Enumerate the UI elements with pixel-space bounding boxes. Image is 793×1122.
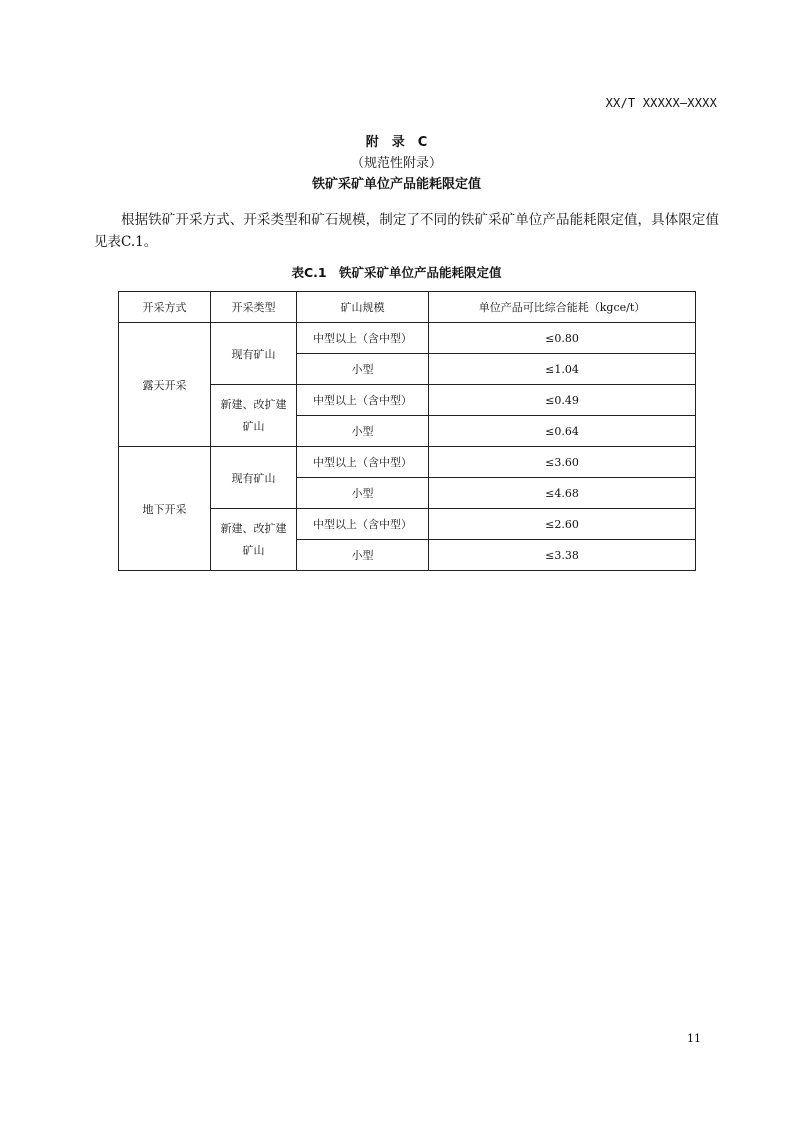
header-energy: 单位产品可比综合能耗（kgce/t） <box>429 292 696 323</box>
table-row <box>119 447 696 478</box>
body-paragraph: 根据铁矿开采方式、开采类型和矿石规模，制定了不同的铁矿采矿单位产品能耗限定值，具体限定值见表C.1。 <box>94 212 719 250</box>
scale-cell: 小型 <box>297 540 429 571</box>
table-header-row <box>119 292 696 323</box>
scale-cell: 小型 <box>297 478 429 509</box>
standard-code: XX/T XXXXX—XXXX <box>605 96 717 110</box>
annex-title: 附 录 C <box>365 135 428 150</box>
energy-limit-table <box>118 291 696 571</box>
annex-name: 铁矿采矿单位产品能耗限定值 <box>311 177 481 192</box>
scale-cell: 小型 <box>297 354 429 385</box>
header-type: 开采类型 <box>211 292 297 323</box>
scale-cell: 中型以上（含中型） <box>297 385 429 416</box>
scale-cell: 中型以上（含中型） <box>297 447 429 478</box>
table-row <box>119 323 696 354</box>
value-cell: ≤1.04 <box>429 354 696 385</box>
method-cell: 露天开采 <box>119 323 211 447</box>
type-cell: 现有矿山 <box>211 447 297 509</box>
type-cell: 新建、改扩建矿山 <box>211 385 297 447</box>
value-cell: ≤0.64 <box>429 416 696 447</box>
type-cell: 现有矿山 <box>211 323 297 385</box>
table-caption: 表C.1 铁矿采矿单位产品能耗限定值 <box>291 265 502 280</box>
type-cell: 新建、改扩建矿山 <box>211 509 297 571</box>
header-scale: 矿山规模 <box>297 292 429 323</box>
page-number: 11 <box>687 1032 701 1045</box>
scale-cell: 中型以上（含中型） <box>297 509 429 540</box>
value-cell: ≤0.49 <box>429 385 696 416</box>
scale-cell: 中型以上（含中型） <box>297 323 429 354</box>
value-cell: ≤3.60 <box>429 447 696 478</box>
annex-type: （规范性附录） <box>350 156 442 171</box>
value-cell: ≤3.38 <box>429 540 696 571</box>
header-method: 开采方式 <box>119 292 211 323</box>
value-cell: ≤0.80 <box>429 323 696 354</box>
method-cell: 地下开采 <box>119 447 211 571</box>
value-cell: ≤2.60 <box>429 509 696 540</box>
scale-cell: 小型 <box>297 416 429 447</box>
value-cell: ≤4.68 <box>429 478 696 509</box>
